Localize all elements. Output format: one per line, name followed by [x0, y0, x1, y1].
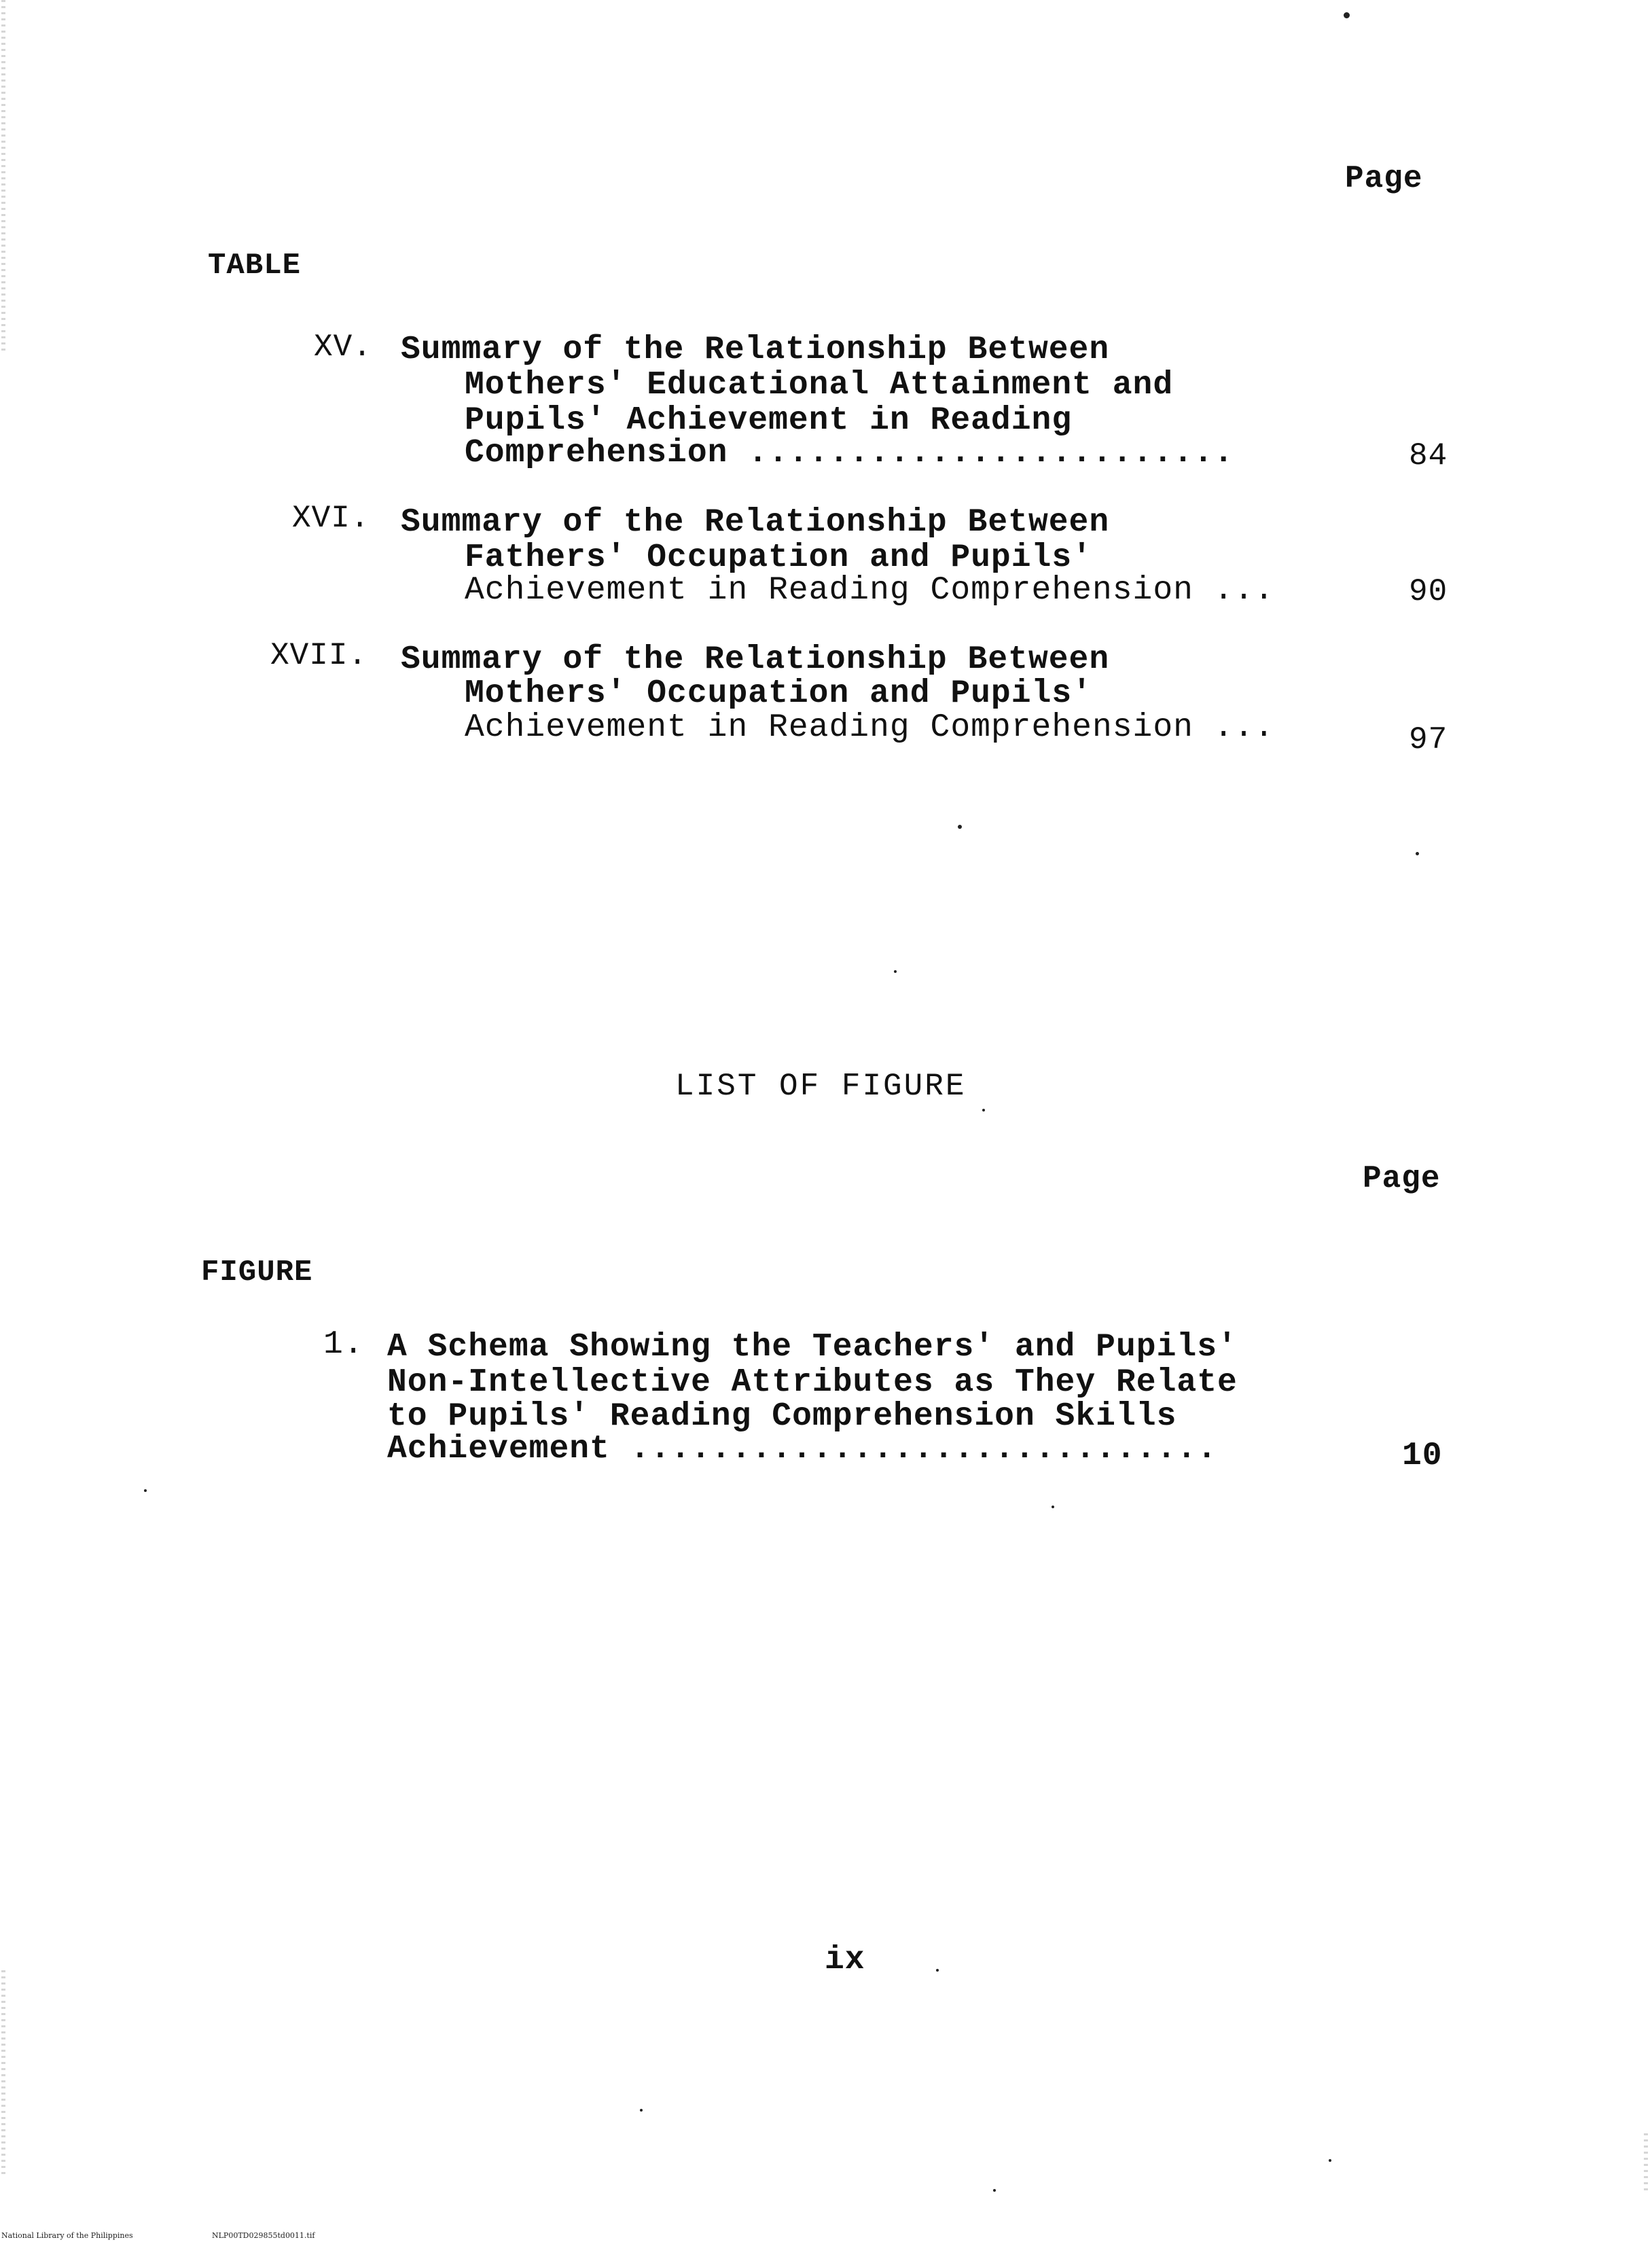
table-title-line: Achievement in Reading Comprehension ... — [465, 572, 1275, 609]
scan-speck — [894, 970, 897, 973]
scan-speck — [1344, 12, 1350, 18]
figure-title-line: Non-Intellective Attributes as They Relate — [387, 1364, 1238, 1401]
figure-number: 1. — [323, 1326, 364, 1363]
footer-source: National Library of the Philippines — [1, 2231, 133, 2240]
scan-speck — [993, 2189, 996, 2192]
page-column-label: Page — [1363, 1161, 1441, 1196]
figure-title-line: to Pupils' Reading Comprehension Skills — [387, 1398, 1177, 1435]
page-column-label: Page — [1345, 161, 1423, 196]
table-title-line: Summary of the Relationship Between — [401, 332, 1110, 368]
table-numeral: XVI. — [292, 501, 370, 536]
scan-edge-marks — [1, 0, 5, 353]
table-title-line: Mothers' Occupation and Pupils' — [465, 675, 1092, 712]
scan-speck — [936, 1969, 939, 1972]
figure-page-number: 10 — [1402, 1438, 1443, 1474]
figure-section-label: FIGURE — [201, 1256, 313, 1289]
table-title-line: Fathers' Occupation and Pupils' — [465, 539, 1092, 576]
table-page-number: 97 — [1409, 722, 1448, 758]
table-title-line: Summary of the Relationship Between — [401, 504, 1110, 541]
scan-speck — [1329, 2159, 1331, 2162]
table-title-line: Achievement in Reading Comprehension ... — [465, 709, 1275, 746]
scan-speck — [144, 1489, 147, 1492]
table-section-label: TABLE — [208, 249, 302, 283]
table-numeral: XVII. — [270, 638, 368, 673]
table-title-line: Mothers' Educational Attainment and — [465, 367, 1174, 404]
page-number: ix — [825, 1942, 865, 1978]
table-numeral: XV. — [314, 330, 372, 365]
table-title-line: Comprehension ........................ — [465, 435, 1234, 471]
table-page-number: 84 — [1409, 438, 1448, 474]
scan-speck — [1052, 1506, 1054, 1508]
scan-speck — [1416, 852, 1419, 855]
figure-title-line: Achievement ............................. — [387, 1431, 1217, 1467]
table-title-line: Summary of the Relationship Between — [401, 641, 1110, 678]
scan-speck — [982, 1109, 985, 1111]
scan-speck — [640, 2109, 643, 2112]
table-page-number: 90 — [1409, 574, 1448, 609]
list-of-figure-title: LIST OF FIGURE — [675, 1069, 967, 1104]
footer-file: NLP00TD029855td0011.tif — [212, 2231, 315, 2240]
scan-edge-marks — [1, 1970, 5, 2174]
table-title-line: Pupils' Achievement in Reading — [465, 402, 1073, 439]
scan-speck — [958, 825, 962, 829]
figure-title-line: A Schema Showing the Teachers' and Pupils' — [387, 1329, 1238, 1366]
scan-edge-marks — [1644, 2133, 1648, 2194]
